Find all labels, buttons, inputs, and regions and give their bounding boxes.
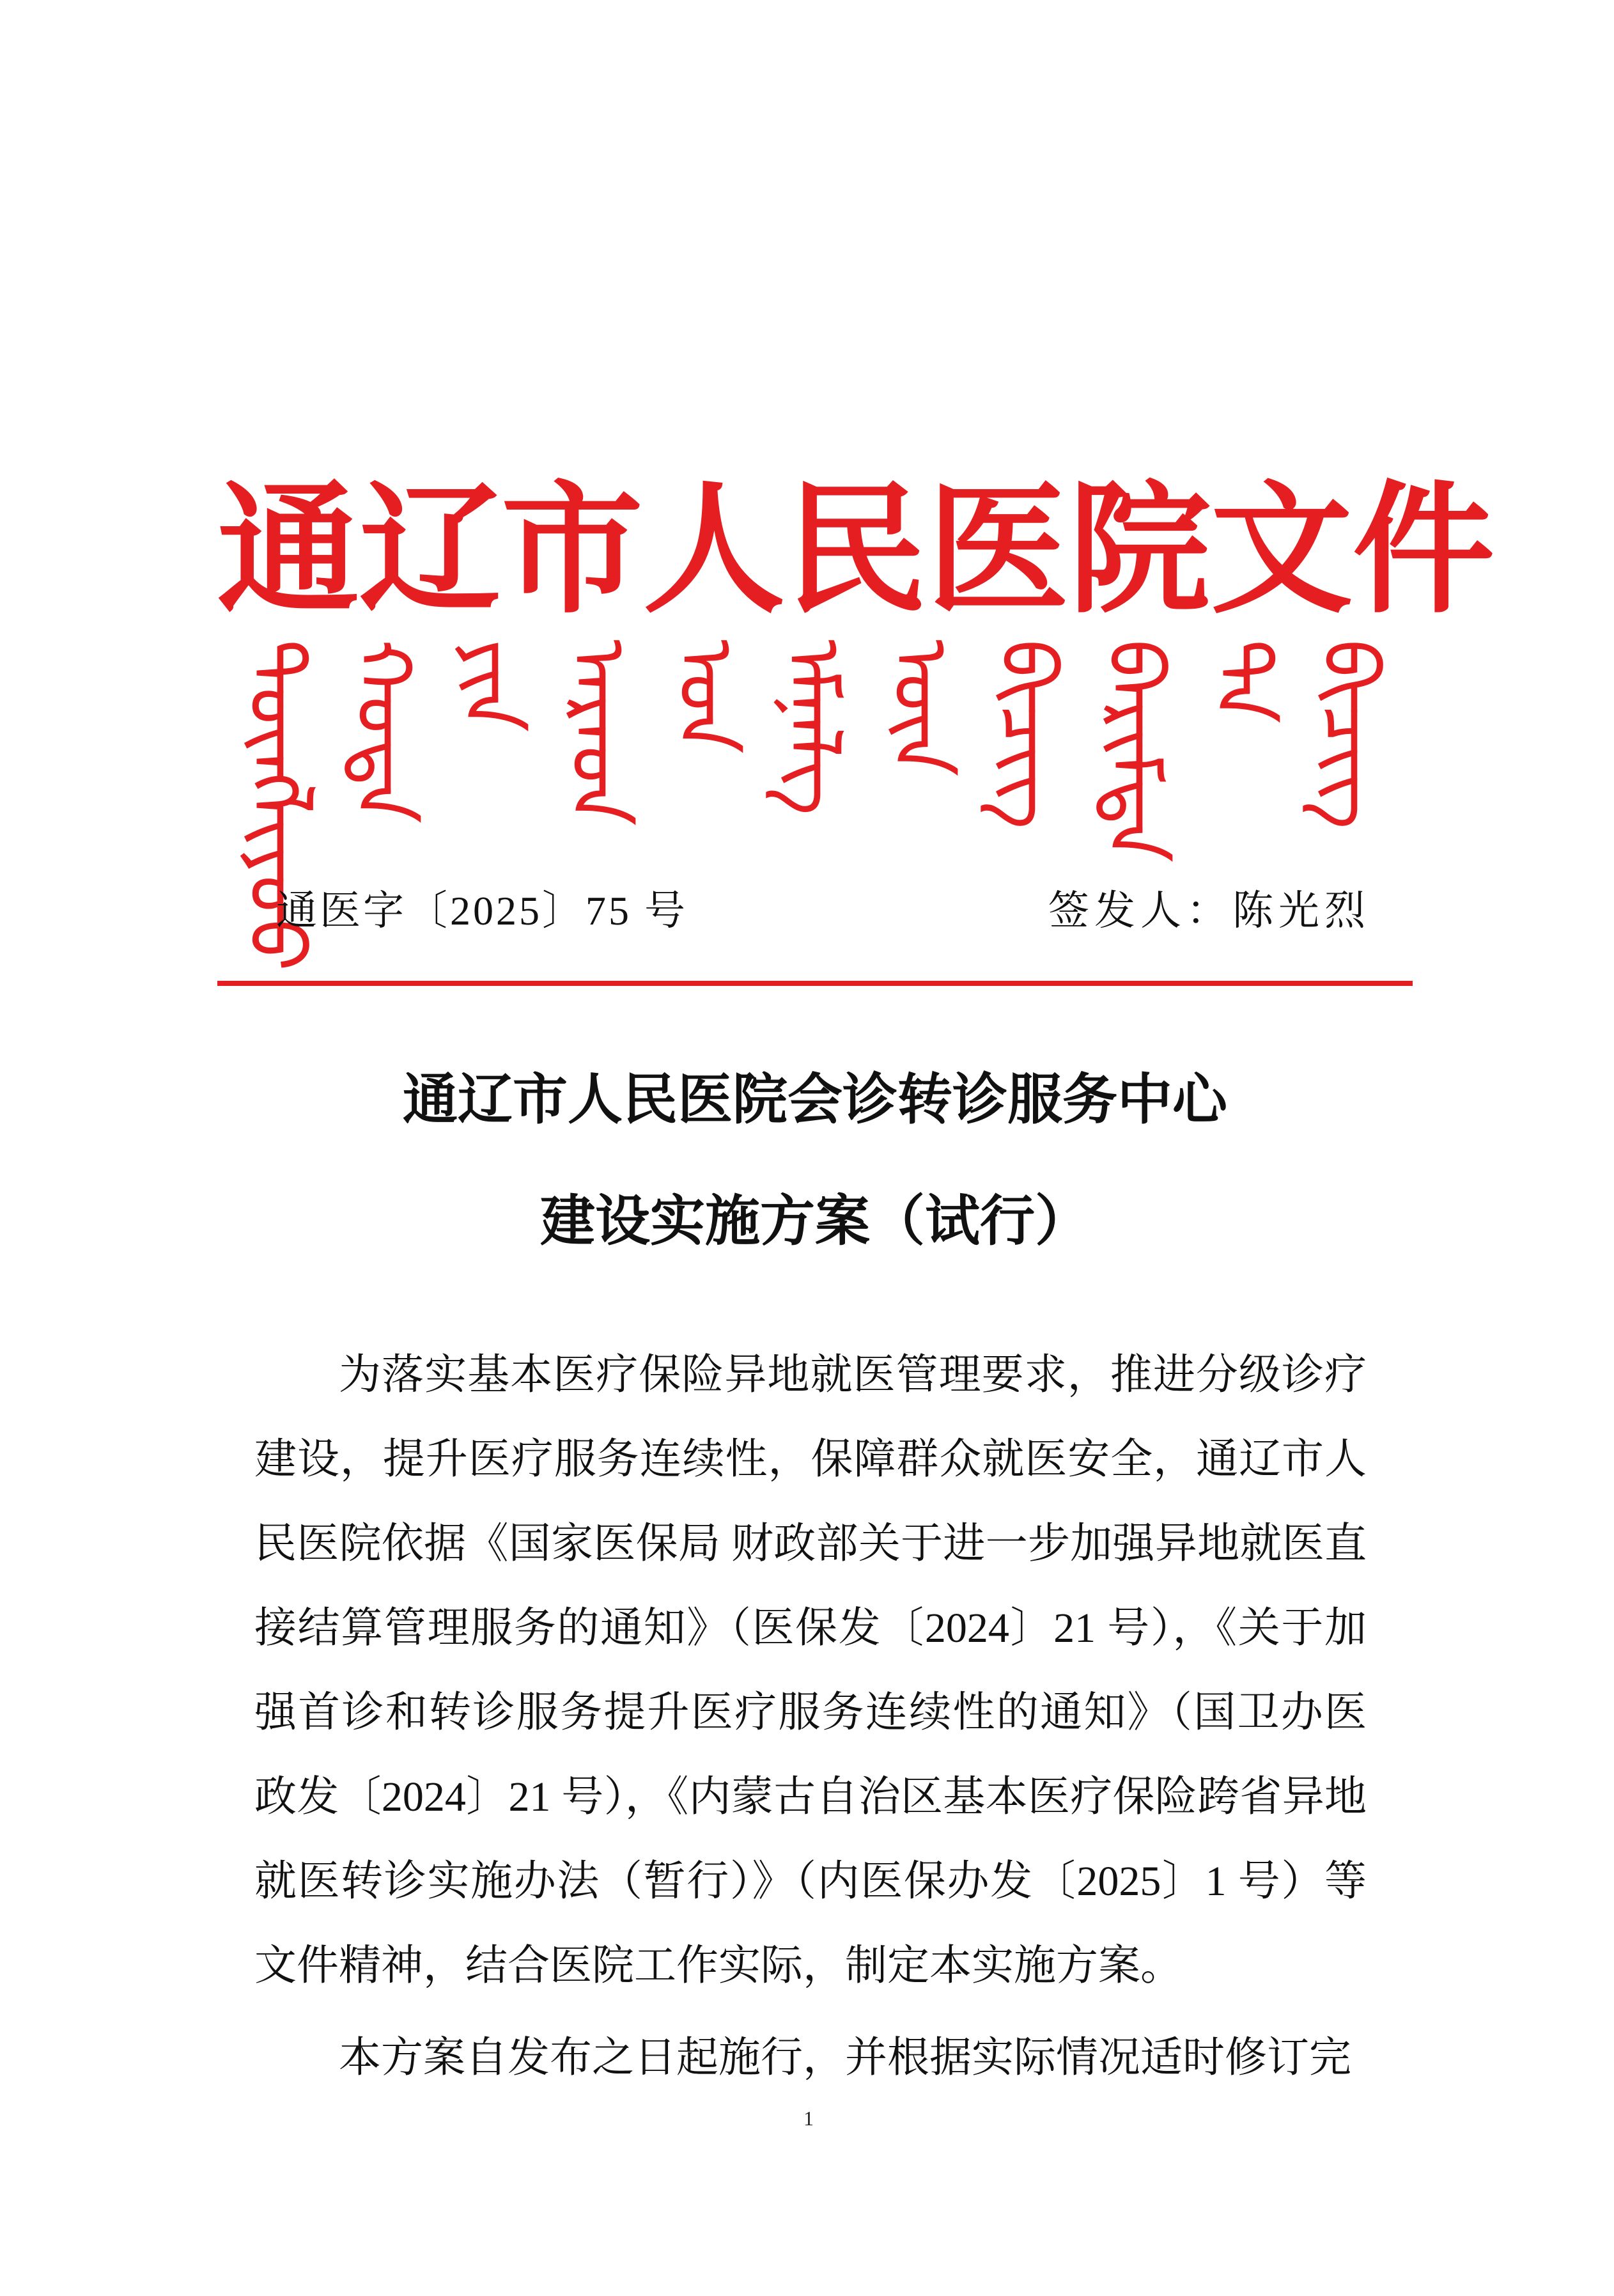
red-divider-line — [217, 981, 1413, 986]
mongolian-word: ᠪᠢᠴᠢᠭ — [1305, 639, 1393, 830]
mongolian-word: ᠲᠦᠩᠯᠢᠶᠣᠣ — [231, 639, 320, 971]
mongolian-word: ᠡᠮᠨᠡᠯᠭ — [768, 639, 857, 816]
page-number: 1 — [803, 2107, 814, 2130]
document-title-line-2: 建设实施方案（试行） — [540, 1189, 1090, 1253]
document-title-line-1: 通辽市人民医院会诊转诊服务中心 — [403, 1067, 1227, 1132]
letterhead-title-char: 民 — [785, 467, 927, 633]
letterhead-title-char: 人 — [643, 467, 785, 633]
letterhead-title — [217, 467, 1494, 633]
document-number: 通医字〔2025〕75 号 — [276, 888, 688, 933]
letterhead-title-char: 件 — [1353, 467, 1494, 633]
mongolian-word: ᠪᠠᠷᠢᠮᠲᠠ — [1090, 639, 1179, 863]
letterhead-title-char: 通 — [217, 467, 359, 633]
body-paragraph-1: 为落实基本医疗保险异地就医管理要求，推进分级诊疗建设，提升医疗服务连续性，保障群众就医安全，通辽市人民医院依据《国家医保局 财政部关于进一步加强异地就医直接结算管理服务的通知》（医保发〔2024〕21 号），《关于加强首诊和转诊服务提升医疗服务连续性的通知》（国卫办医政发〔2024〕21 号），《内蒙古自治区基本医疗保险跨省异地就医转诊实施办法（暂行）》（内医保办发〔2025〕1 号）等文件精神，结合医院工作实际，制定本实施方案。 — [254, 1352, 1367, 1989]
mongolian-word: ᠠᠷᠠᠳ — [553, 639, 642, 826]
mongolian-word: ᠲᠠ — [1197, 639, 1286, 724]
letterhead-title-char: 文 — [1211, 467, 1353, 633]
letterhead-title-char: 医 — [927, 467, 1069, 633]
mongolian-word: ᠶᠢᠨ — [446, 639, 534, 733]
mongolian-word: ᠦᠨ — [875, 639, 964, 777]
mongolian-word: ᠤᠨ — [660, 639, 749, 754]
mongolian-word: ᠬᠣᠲᠠ — [338, 639, 427, 824]
letterhead-title-char: 市 — [501, 467, 643, 633]
letterhead-title-char: 辽 — [359, 467, 501, 633]
signer: 签发人：陈光烈 — [1048, 888, 1370, 933]
body-paragraph-2: 本方案自发布之日起施行，并根据实际情况适时修订完 — [339, 2034, 1351, 2081]
mongolian-word: ᠪᠢᠴᠢᠭ — [982, 639, 1071, 830]
letterhead-title-char: 院 — [1069, 467, 1211, 633]
